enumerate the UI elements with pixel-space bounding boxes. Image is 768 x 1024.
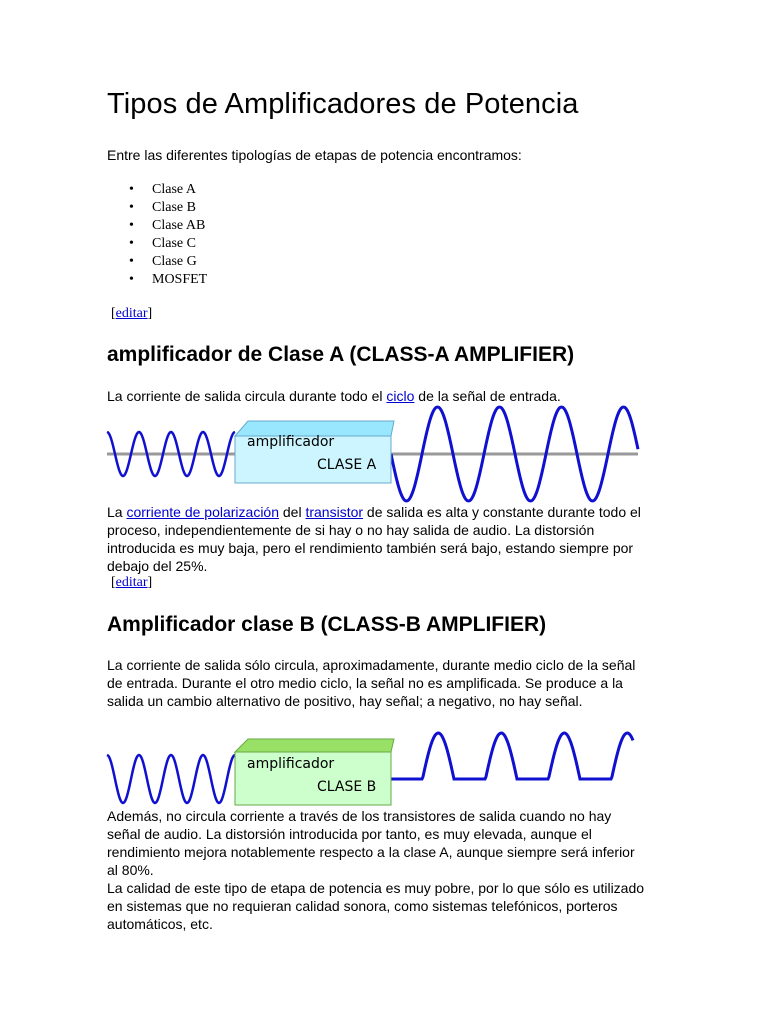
output-wave	[391, 733, 633, 779]
ciclo-link[interactable]: ciclo	[386, 388, 415, 404]
section-a-paragraph-1: La corriente de salida circula durante todo el ciclo de la señal de entrada.	[107, 388, 561, 404]
amplifier-label: amplificador	[247, 434, 335, 450]
list-item: • Clase AB	[107, 217, 207, 235]
amplifier-box-top	[235, 739, 394, 752]
amplifier-class-label: CLASE B	[317, 779, 377, 795]
section-b-paragraph-1: La corriente de salida sólo circula, aproximadamente, durante medio ciclo de la señal de entrada. Durante el otro medio ciclo, la señal no es amplificada. Se produce a la salida un cambio alternativo de positivo, hay señal; a negativo, no hay señal.	[107, 657, 636, 709]
amplifier-label: amplificador	[247, 756, 335, 772]
section-b-heading: Amplificador clase B (CLASS-B AMPLIFIER)	[107, 613, 547, 636]
edit-link[interactable]: editar	[115, 575, 148, 590]
intro-text: Entre las diferentes tipologías de etapas de potencia encontramos:	[107, 147, 522, 163]
section-a-paragraph-2: La corriente de polarización del transistor de salida es alta y constante durante todo el proceso, independientemente de si hay o no hay salida de audio. La distorsión introducida es muy baja, pero el rendimiento también será bajo, estando siempre por debajo del 25%.	[107, 504, 641, 574]
list-item: • Clase G	[107, 253, 207, 271]
edit-section-a: [editar]	[111, 575, 153, 590]
class-list	[107, 181, 207, 289]
section-b-paragraph-2: Además, no circula corriente a través de los transistores de salida cuando no hay señal de audio. La distorsión introducida por tanto, es muy elevada, aunque el rendimiento mejora notablemente respecto a la clase A, aunque siempre será inferior al 80%.	[107, 808, 635, 878]
edit-link[interactable]: editar	[115, 306, 148, 321]
bias-current-link[interactable]: corriente de polarización	[126, 504, 279, 520]
amplifier-class-label: CLASE A	[317, 457, 377, 473]
page-title: Tipos de Amplificadores de Potencia	[107, 88, 579, 120]
section-a-heading: amplificador de Clase A (CLASS-A AMPLIFIER)	[107, 343, 575, 366]
section-b-paragraph-3: La calidad de este tipo de etapa de potencia es muy pobre, por lo que sólo es utilizado en sistemas que no requieran calidad sonora, como sistemas telefónicos, porteros automáticos, etc.	[107, 880, 645, 932]
list-item: • Clase C	[107, 235, 207, 253]
list-item: • Clase B	[107, 199, 207, 217]
list-item: • Clase A	[107, 181, 207, 199]
edit-section-intro: [editar]	[111, 306, 153, 321]
class-a-diagram	[105, 405, 640, 505]
class-b-diagram	[105, 725, 640, 809]
transistor-link[interactable]: transistor	[305, 504, 364, 520]
list-item: • MOSFET	[107, 271, 207, 289]
input-wave	[107, 755, 235, 803]
